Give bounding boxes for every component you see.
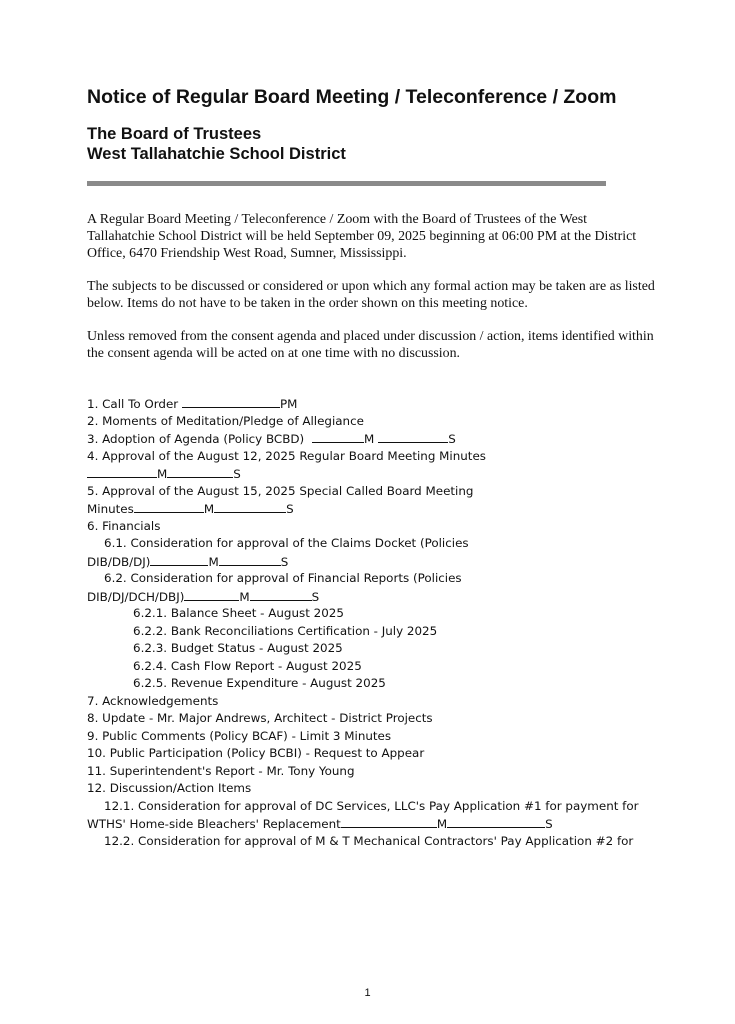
agenda-item-label: 4. Approval of the August 12, 2025 Regular Board Meeting Minutes — [87, 448, 486, 463]
second-label: S — [233, 467, 241, 481]
subjects-statement: The subjects to be discussed or considered or upon which any formal action may be taken are as listed below. Items do not have to be taken in the order shown on this meeting notice. — [87, 279, 655, 311]
motion-blank — [184, 588, 239, 601]
agenda-item-label: 6.2.5. Revenue Expenditure - August 2025 — [133, 676, 386, 690]
agenda-item-1 — [87, 395, 639, 413]
agenda-item-label: 2. Moments of Meditation/Pledge of Allegiance — [87, 413, 364, 428]
agenda-item-4 — [87, 448, 639, 466]
agenda-item-5-votes — [87, 500, 639, 518]
agenda-item-6-2-5 — [87, 675, 639, 693]
agenda-item-label: 11. Superintendent's Report - Mr. Tony Young — [87, 763, 355, 778]
agenda-item-10 — [87, 745, 639, 763]
agenda-item-6-2-2 — [87, 623, 639, 641]
page-number: 1 — [364, 987, 371, 999]
agenda-item-label: 10. Public Participation (Policy BCBI) - Request to Appear — [87, 746, 425, 760]
agenda-item-label: 5. Approval of the August 15, 2025 Special Called Board Meeting — [87, 483, 474, 498]
agenda-item-label: 3. Adoption of Agenda (Policy BCBD) — [87, 432, 308, 446]
agenda-item-4-votes — [87, 465, 639, 483]
agenda-item-label: 6.2.1. Balance Sheet - August 2025 — [133, 606, 344, 620]
agenda-item-6-1-votes — [87, 553, 639, 571]
motion-label: M — [363, 432, 375, 446]
motion-blank — [150, 553, 208, 566]
consent-agenda-statement: Unless removed from the consent agenda and placed under discussion / action, items identified within the consent agenda will be acted on at one time with no discussion. — [87, 329, 654, 361]
agenda-item-7 — [87, 693, 639, 711]
agenda-item-label: 6.2.3. Budget Status - August 2025 — [133, 641, 343, 655]
agenda-item-label: 6.2. Consideration for approval of Financial Reports (Policies — [104, 571, 462, 585]
second-label: S — [280, 554, 289, 569]
agenda-item-6 — [87, 518, 639, 536]
agenda-item-6-2-1 — [87, 605, 639, 623]
agenda-item-label: 7. Acknowledgements — [87, 693, 219, 708]
agenda-item-9 — [87, 728, 639, 746]
agenda-item-3 — [87, 430, 639, 448]
second-blank — [167, 465, 233, 478]
agenda-item-6-2 — [87, 570, 639, 588]
second-blank — [219, 553, 281, 566]
agenda-item-12-1 — [87, 798, 639, 816]
board-name: The Board of Trustees — [87, 125, 262, 143]
motion-blank — [134, 500, 204, 513]
agenda-item-label: 9. Public Comments (Policy BCAF) - Limit 3 Minutes — [87, 728, 392, 743]
agenda-item-label: 1. Call To Order — [87, 397, 182, 411]
second-blank — [250, 588, 312, 601]
agenda-item-label: 12.1. Consideration for approval of DC Services, LLC's Pay Application #1 for payment for — [104, 798, 639, 813]
meeting-announcement: A Regular Board Meeting / Teleconference / Zoom with the Board of Trustees of the West Tallahatchie School District will be held September 09, 2025 beginning at 06:00 PM at the District Office, 6470 Friendship West Road, Sumner, Mississippi. — [87, 212, 637, 261]
motion-label: M — [436, 817, 448, 831]
motion-label: M — [157, 467, 168, 481]
agenda-item-11 — [87, 763, 639, 781]
agenda-item-6-2-4 — [87, 658, 639, 676]
agenda-item-continuation: WTHS' Home-side Bleachers' Replacement — [87, 817, 341, 831]
time-blank — [182, 395, 280, 408]
motion-label: M — [203, 502, 215, 516]
agenda-item-continuation: DIB/DJ/DCH/DBJ) — [87, 589, 185, 604]
pm-label: PM — [279, 397, 298, 411]
agenda-item-label: 6. Financials — [87, 518, 161, 533]
second-label: S — [286, 502, 294, 516]
agenda-item-label: 6.2.4. Cash Flow Report - August 2025 — [133, 658, 362, 673]
second-blank — [378, 430, 448, 443]
second-blank — [214, 500, 286, 513]
agenda-item-6-1 — [87, 535, 639, 553]
agenda-item-12-1-votes — [87, 815, 639, 833]
agenda-item-8 — [87, 710, 639, 728]
agenda-item-label: 8. Update - Mr. Major Andrews, Architect - District Projects — [87, 711, 433, 725]
agenda-item-6-2-votes — [87, 588, 639, 606]
header-divider — [87, 181, 606, 186]
agenda-item-continuation: DIB/DB/DJ) — [87, 554, 151, 569]
motion-label: M — [239, 589, 250, 604]
agenda-item-5 — [87, 483, 639, 501]
agenda-item-6-2-3 — [87, 640, 639, 658]
agenda-item-label: 12. Discussion/Action Items — [87, 781, 252, 795]
agenda-item-continuation: Minutes — [87, 502, 134, 516]
agenda-item-12-2 — [87, 833, 639, 851]
agenda-item-label: 6.1. Consideration for approval of the Claims Docket (Policies — [104, 536, 469, 550]
motion-blank — [312, 430, 364, 443]
motion-blank — [341, 815, 437, 828]
agenda-item-12 — [87, 780, 639, 798]
notice-title: Notice of Regular Board Meeting / Teleconference / Zoom — [87, 86, 617, 108]
motion-label: M — [208, 554, 219, 569]
district-name: West Tallahatchie School District — [87, 145, 346, 163]
second-label: S — [448, 432, 456, 446]
second-blank — [447, 815, 545, 828]
motion-blank — [87, 465, 157, 478]
agenda-item-label: 6.2.2. Bank Reconciliations Certification - July 2025 — [133, 623, 438, 638]
second-label: S — [311, 589, 320, 604]
agenda-item-2 — [87, 413, 639, 431]
agenda-item-label: 12.2. Consideration for approval of M & T Mechanical Contractors' Pay Application #2 for — [104, 833, 634, 848]
agenda-list — [87, 395, 639, 850]
second-label: S — [545, 817, 553, 831]
